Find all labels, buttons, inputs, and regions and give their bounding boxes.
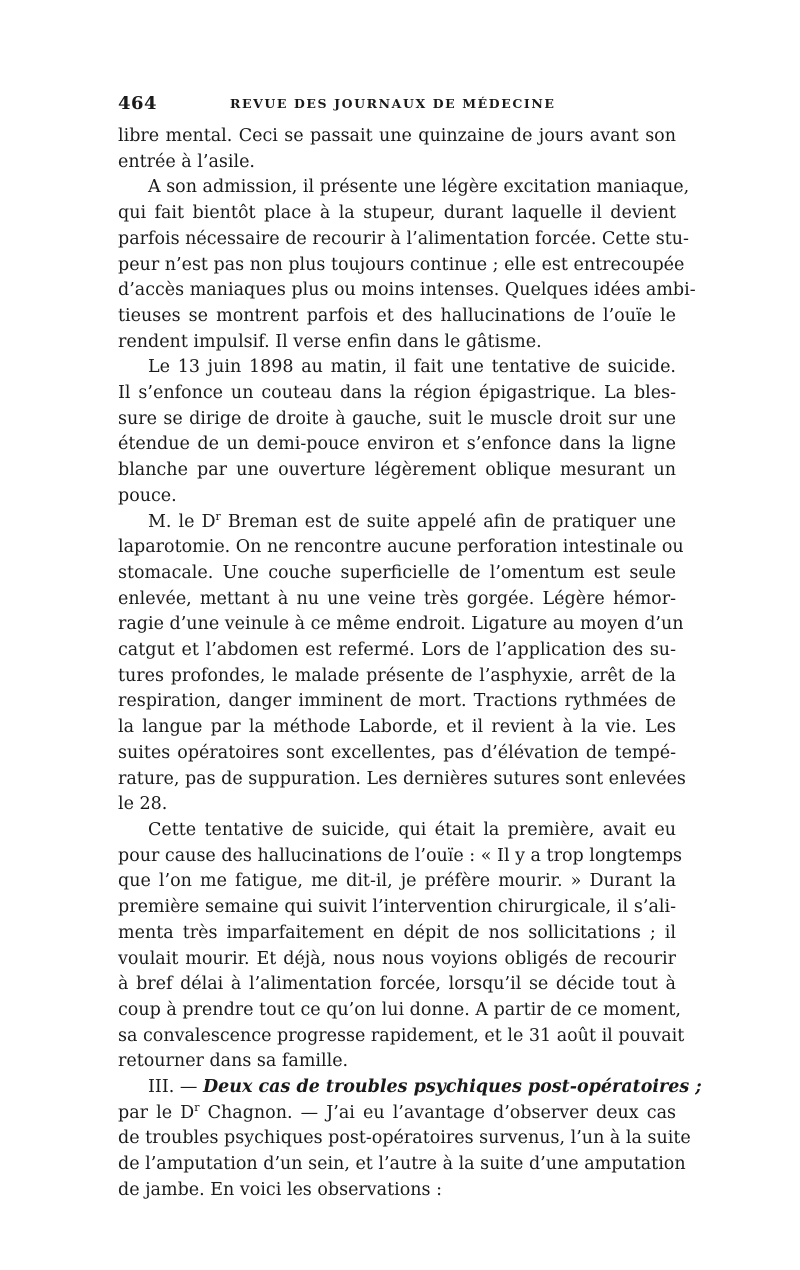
- text-line: blanche par une ouverture légèrement oblique mesurant un: [118, 460, 676, 481]
- section-numeral: III.: [148, 1077, 175, 1098]
- text-line: laparotomie. On ne rencontre aucune perforation intestinale ou: [118, 537, 684, 558]
- text-line: étendue de un demi-pouce environ et s’enfonce dans la ligne: [118, 434, 676, 455]
- paragraph: [118, 175, 696, 355]
- text-line: parfois nécessaire de recourir à l’alimentation forcée. Cette stu-: [118, 228, 689, 249]
- body-text: [118, 124, 702, 1204]
- text-line: A son admission, il présente une légère excitation maniaque,: [148, 177, 690, 198]
- text-line: pour cause des hallucinations de l’ouïe : « Il y a trop longtemps: [118, 845, 683, 866]
- text-line: pouce.: [118, 485, 177, 506]
- section-dash: —: [174, 1077, 203, 1098]
- text-fragment: par le D: [118, 1102, 195, 1123]
- text-line: [118, 510, 676, 536]
- text-line: coup à prendre tout ce qu’on lui donne. A partir de ce moment,: [118, 999, 681, 1020]
- section-title: Deux cas de troubles psychiques post-opératoires ;: [202, 1077, 702, 1098]
- text-line: de jambe. En voici les observations :: [118, 1179, 442, 1200]
- running-head: [118, 93, 676, 117]
- text-line: voulait mourir. Et déjà, nous nous voyions obligés de recourir: [118, 948, 676, 969]
- text-line: sa convalescence progresse rapidement, et le 31 août il pouvait: [118, 1025, 685, 1046]
- text-line: entrée à l’asile.: [118, 151, 255, 172]
- text-line: libre mental. Ceci se passait une quinzaine de jours avant son: [118, 126, 676, 146]
- paragraph: [118, 355, 676, 509]
- text-line: menta très imparfaitement en dépit de nos sollicitations ; il: [118, 922, 676, 943]
- text-line: tures profondes, le malade présente de l’asphyxie, arrêt de la: [118, 665, 676, 686]
- text-line: catgut et l’abdomen est refermé. Lors de l’application des su-: [118, 640, 676, 661]
- text-line: de l’amputation d’un sein, et l’autre à la suite d’une amputation: [118, 1154, 686, 1175]
- text-line: respiration, danger imminent de mort. Tractions rythmées de: [118, 691, 676, 712]
- paragraph: [118, 124, 676, 175]
- text-line: sure se dirige de droite à gauche, suit le muscle droit sur une: [118, 408, 676, 429]
- text-line: de troubles psychiques post-opératoires survenus, l’un à la suite: [118, 1128, 691, 1149]
- text-fragment: Breman est de suite appelé afin de pratiquer une: [220, 511, 677, 532]
- journal-title: REVUE DES JOURNAUX DE MÉDECINE: [230, 96, 556, 111]
- text-line: ragie d’une veinule à ce même endroit. Ligature au moyen d’un: [118, 614, 684, 635]
- text-line: rature, pas de suppuration. Les dernières sutures sont enlevées: [118, 768, 686, 789]
- text-line: retourner dans sa famille.: [118, 1051, 349, 1072]
- text-line: Le 13 juin 1898 au matin, il fait une tentative de suicide.: [148, 357, 676, 378]
- text-line: le 28.: [118, 794, 168, 815]
- text-line: première semaine qui suivit l’intervention chirurgicale, il s’ali-: [118, 897, 676, 918]
- text-line: enlevée, mettant à nu une veine très gorgée. Légère hémor-: [118, 588, 676, 609]
- text-line: d’accès maniaques plus ou moins intenses. Quelques idées ambi-: [118, 280, 696, 301]
- text-fragment: M. le D: [148, 511, 216, 532]
- text-line: la langue par la méthode Laborde, et il revient à la vie. Les: [118, 717, 676, 738]
- section-heading-line: [118, 1075, 702, 1101]
- text-line: qui fait bientôt place à la stupeur, durant laquelle il devient: [118, 203, 676, 224]
- text-line: Il s’enfonce un couteau dans la région épigastrique. La bles-: [118, 383, 676, 404]
- page-number: 464: [118, 93, 158, 114]
- text-fragment: Chagnon. — J’ai eu l’avantage d’observer deux cas: [199, 1102, 676, 1123]
- paragraph: [118, 509, 686, 818]
- text-line: stomacale. Une couche superficielle de l’omentum est seule: [118, 562, 676, 583]
- text-line: suites opératoires sont excellentes, pas d’élévation de tempé-: [118, 742, 676, 763]
- text-line: que l’on me fatigue, me dit-il, je préfère mourir. » Durant la: [118, 871, 676, 892]
- text-line: Cette tentative de suicide, qui était la première, avait eu: [148, 819, 676, 840]
- text-line: peur n’est pas non plus toujours continue ; elle est entrecoupée: [118, 254, 685, 275]
- text-line: rendent impulsif. Il verse enfin dans le gâtisme.: [118, 331, 542, 352]
- superscript: r: [215, 509, 221, 523]
- superscript: r: [194, 1100, 200, 1114]
- paragraph: [118, 818, 685, 1075]
- text-line: [118, 1101, 676, 1127]
- text-line: tieuses se montrent parfois et des hallucinations de l’ouïe le: [118, 305, 676, 326]
- text-line: à bref délai à l’alimentation forcée, lorsqu’il se décide tout à: [118, 974, 676, 995]
- section-paragraph: [118, 1075, 702, 1204]
